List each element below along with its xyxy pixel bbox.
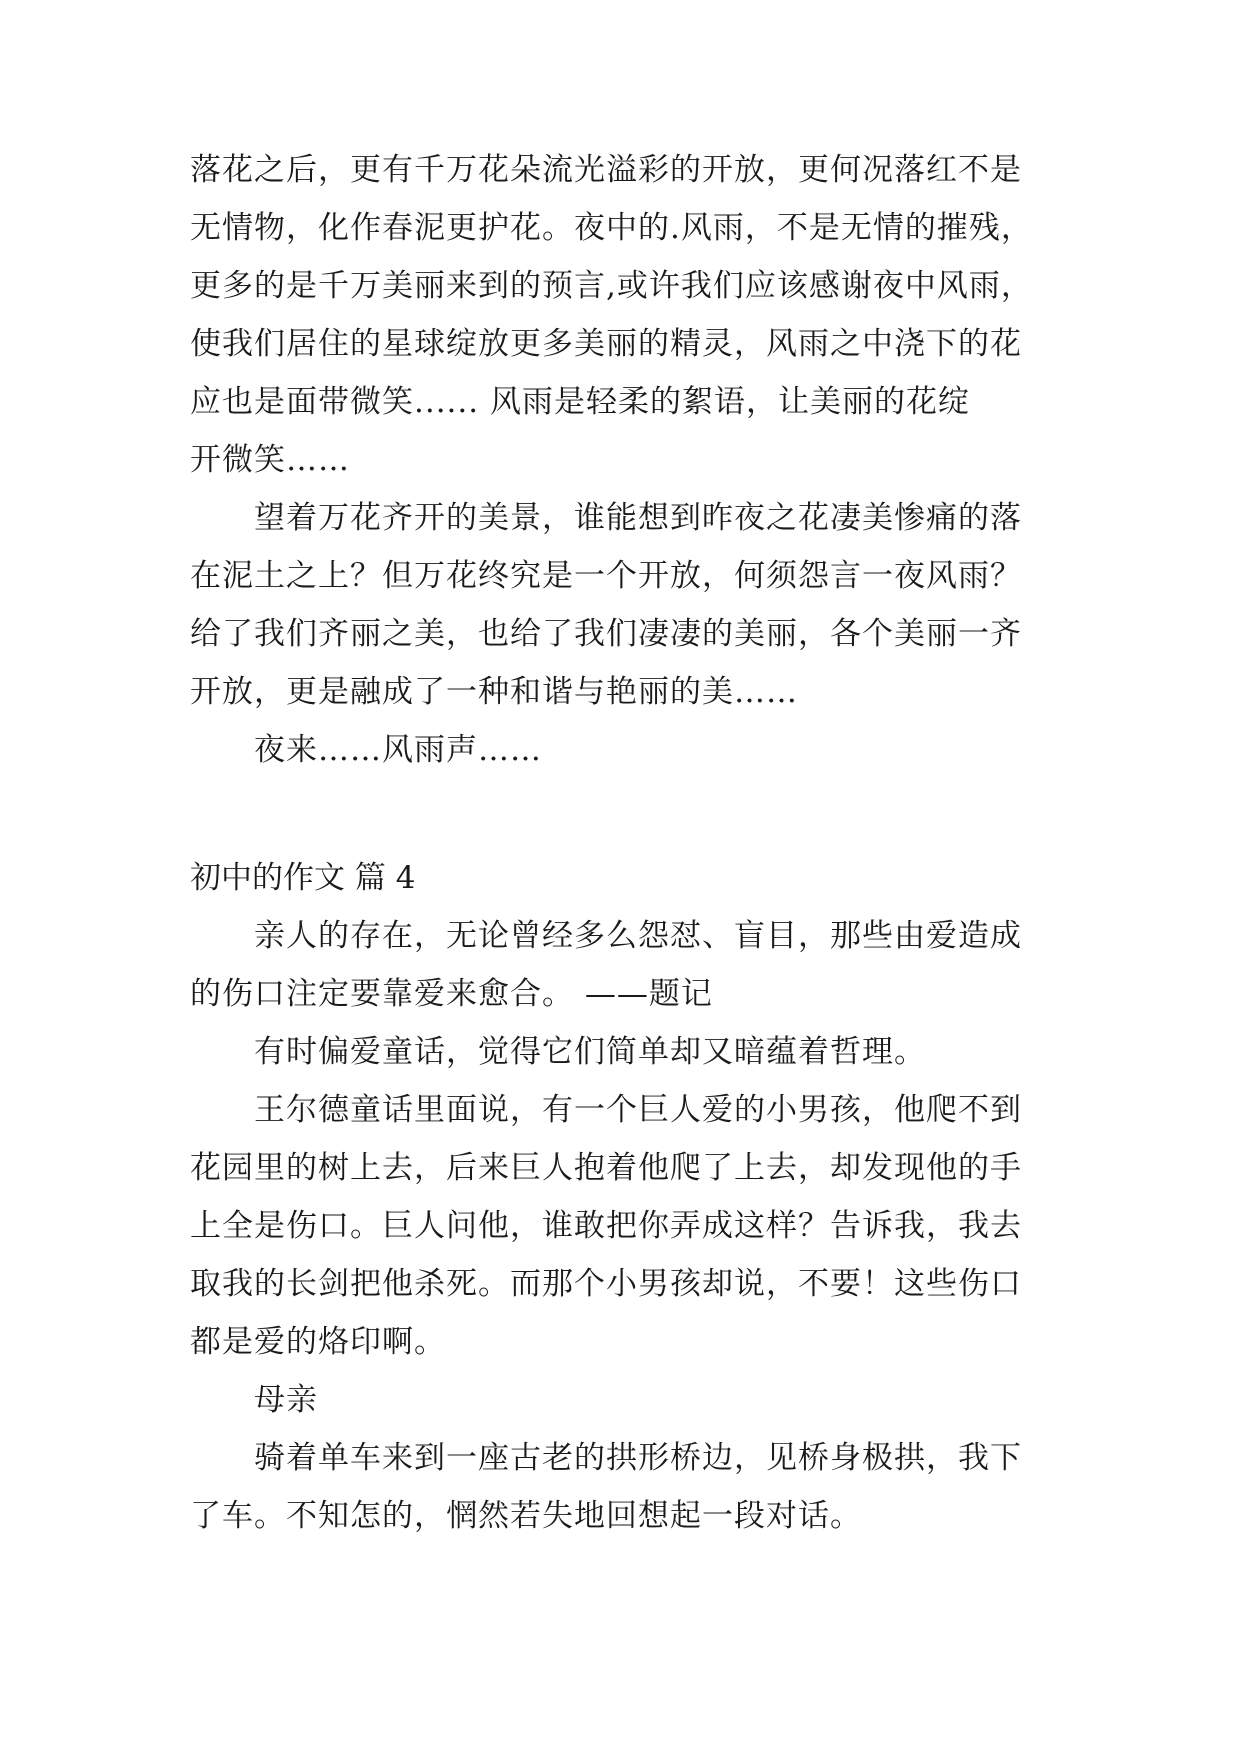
paragraph-line: 开微笑…… xyxy=(190,442,350,478)
paragraph-line: 取我的长剑把他杀死。而那个小男孩却说，不要！这些伤口 xyxy=(190,1266,1022,1302)
paragraph-line: 落花之后，更有千万花朵流光溢彩的开放，更何况落红不是 xyxy=(190,152,1022,188)
paragraph-line: 王尔德童话里面说，有一个巨人爱的小男孩，他爬不到 xyxy=(254,1092,1022,1128)
paragraph-line: 使我们居住的星球绽放更多美丽的精灵，风雨之中浇下的花 xyxy=(190,326,1022,362)
paragraph-line: 开放，更是融成了一种和谐与艳丽的美…… xyxy=(190,674,798,710)
section-heading: 初中的作文 篇 4 xyxy=(190,860,416,896)
paragraph-line: 都是爱的烙印啊。 xyxy=(190,1324,446,1360)
paragraph-line: 有时偏爱童话，觉得它们简单却又暗蕴着哲理。 xyxy=(254,1034,926,1070)
paragraph-line: 应也是面带微笑...... 风雨是轻柔的絮语，让美丽的花绽 xyxy=(190,384,970,420)
paragraph-line: 骑着单车来到一座古老的拱形桥边，见桥身极拱，我下 xyxy=(254,1440,1022,1476)
paragraph-line: 花园里的树上去，后来巨人抱着他爬了上去，却发现他的手 xyxy=(190,1150,1022,1186)
paragraph-line: 望着万花齐开的美景，谁能想到昨夜之花凄美惨痛的落 xyxy=(254,500,1022,536)
paragraph-line: 更多的是千万美丽来到的预言,或许我们应该感谢夜中风雨， xyxy=(190,268,1033,304)
paragraph-line: 上全是伤口。巨人问他，谁敢把你弄成这样？告诉我，我去 xyxy=(190,1208,1022,1244)
paragraph-line: 夜来……风雨声…… xyxy=(254,732,542,768)
paragraph-line: 了车。不知怎的，惘然若失地回想起一段对话。 xyxy=(190,1498,862,1534)
paragraph-line: 无情物，化作春泥更护花。夜中的.风雨，不是无情的摧残， xyxy=(190,210,1033,246)
paragraph-line: 给了我们齐丽之美，也给了我们凄凄的美丽，各个美丽一齐 xyxy=(190,616,1022,652)
paragraph-line: 亲人的存在，无论曾经多么怨怼、盲目，那些由爱造成 xyxy=(254,918,1022,954)
paragraph-line: 的伤口注定要靠爱来愈合。 ——题记 xyxy=(190,976,713,1012)
paragraph-line: 母亲 xyxy=(254,1382,318,1418)
paragraph-line: 在泥土之上？但万花终究是一个开放，何须怨言一夜风雨？ xyxy=(190,558,1022,594)
